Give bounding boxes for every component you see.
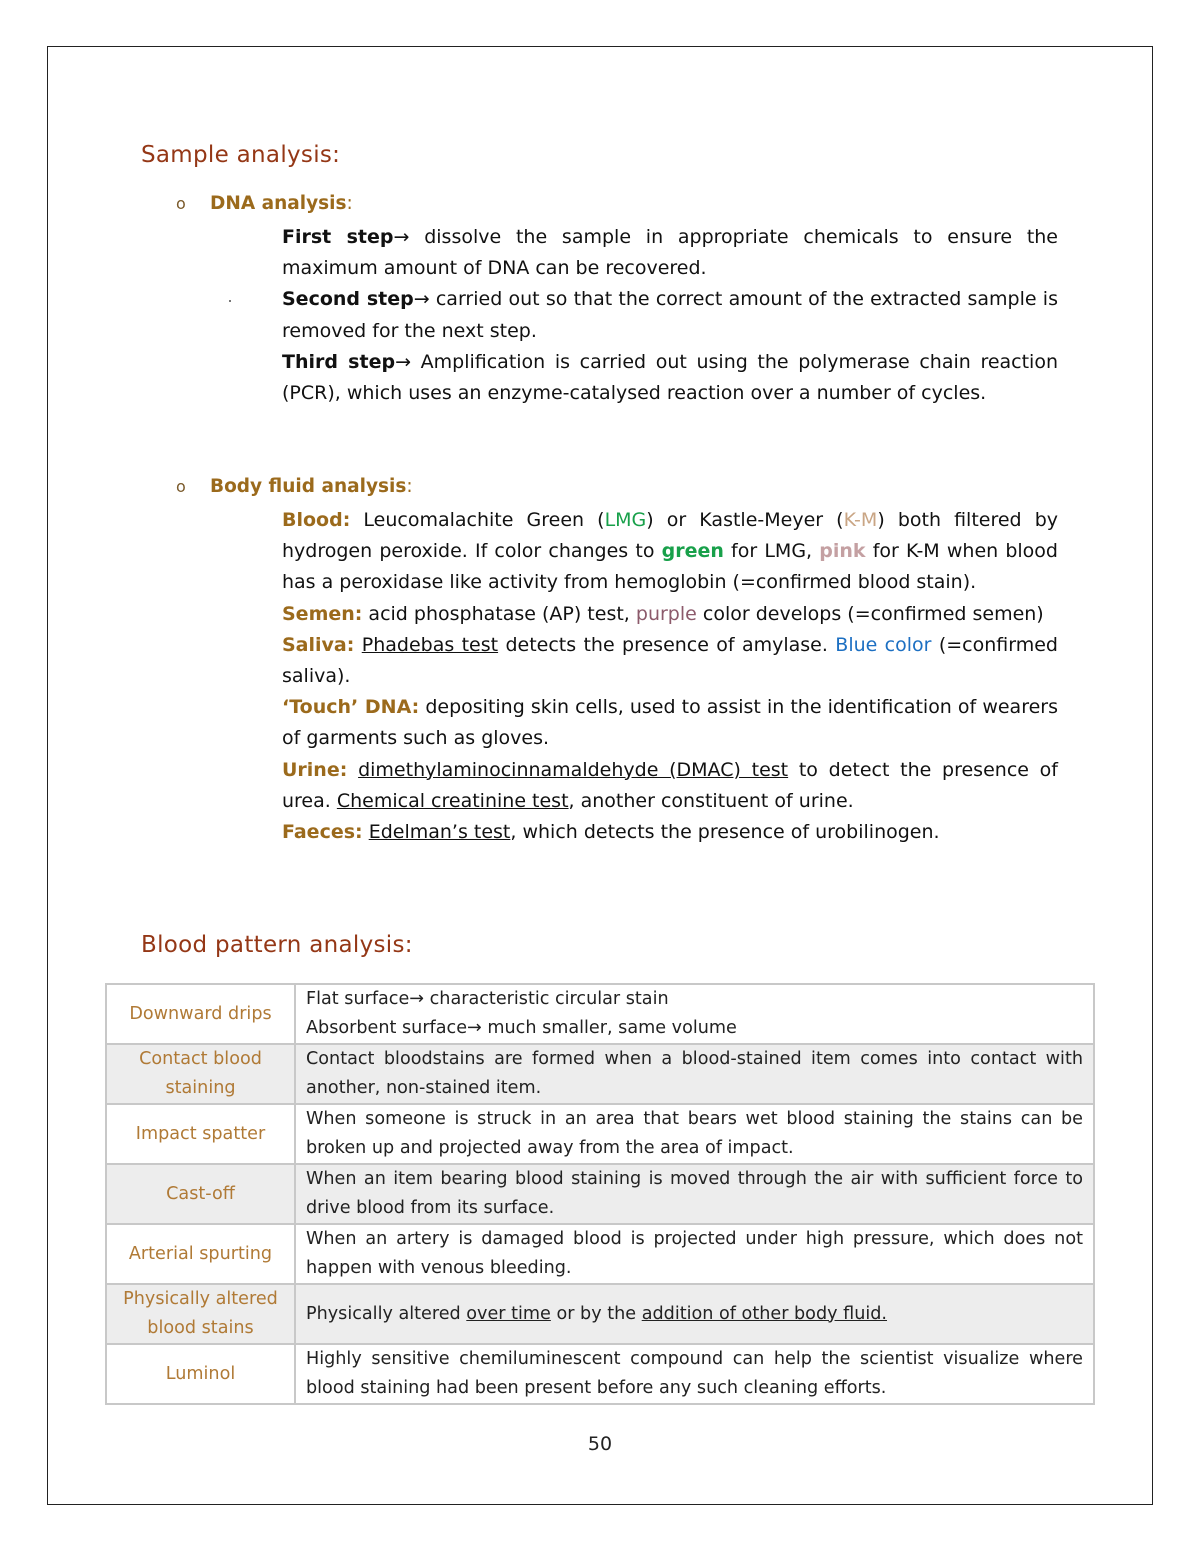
- touch-dna-text: depositing skin cells, used to assist in the identification of wearers of garments such as gloves.: [282, 696, 1058, 750]
- row-key: Contact blood staining: [106, 1044, 295, 1104]
- flat-surface-line: Flat surface→ characteristic circular stain: [306, 989, 669, 1009]
- blood-text-1: Leucomalachite Green (: [350, 509, 605, 531]
- row-value: When an item bearing blood staining is moved through the air with sufficient force to drive blood from its surface.: [295, 1164, 1094, 1224]
- pink-word: pink: [819, 540, 866, 563]
- row-value: Highly sensitive chemiluminescent compound can help the scientist visualize where blood staining had been present before any such cleaning efforts.: [295, 1344, 1094, 1404]
- row-key: Luminol: [106, 1344, 295, 1404]
- page-frame-right: [1152, 46, 1153, 1504]
- semen-item: Semen: acid phosphatase (AP) test, purple color develops (=confirmed semen): [282, 602, 1044, 625]
- second-step-text: carried out so that the correct amount of the extracted sample is removed for the next step.: [282, 288, 1058, 342]
- blood-pattern-heading: Blood pattern analysis:: [141, 932, 413, 958]
- green-word: green: [661, 540, 724, 563]
- saliva-text-2: (=confirmed saliva).: [282, 633, 1058, 688]
- saliva-text-1: detects the presence of amylase.: [498, 633, 836, 656]
- row-key: Downward drips: [106, 984, 295, 1044]
- phadebas-test: Phadebas test: [361, 633, 499, 656]
- page-number: 50: [587, 1433, 613, 1455]
- table-row: [106, 1284, 1094, 1344]
- blood-text-4: for LMG,: [723, 540, 820, 563]
- blue-color-text: Blue color: [835, 633, 932, 656]
- blood-pattern-table: [105, 983, 1095, 1405]
- body-fluid-colon: :: [406, 476, 413, 497]
- altered-text-2: or by the: [550, 1303, 642, 1324]
- lmg-text: LMG: [604, 509, 647, 531]
- absorbent-surface-line: Absorbent surface→ much smaller, same volume: [306, 1018, 737, 1038]
- row-key: Arterial spurting: [106, 1224, 295, 1284]
- urine-text-1: to detect the presence of urea.: [282, 758, 1058, 812]
- row-value: When an artery is damaged blood is projected under high pressure, which does not happen with venous bleeding.: [295, 1224, 1094, 1284]
- semen-text-1: acid phosphatase (AP) test,: [362, 602, 636, 625]
- urine-label: Urine: [282, 758, 340, 781]
- first-step-text: dissolve the sample in appropriate chemicals to ensure the maximum amount of DNA can be recovered.: [282, 226, 1058, 280]
- circle-bullet-icon: o: [176, 194, 186, 213]
- faeces-label: Faeces: [282, 821, 356, 844]
- second-step: [282, 284, 1058, 346]
- circle-bullet-icon: o: [176, 477, 186, 496]
- third-step-text: Amplification is carried out using the polymerase chain reaction (PCR), which uses an enzyme-catalysed reaction over a number of cycles.: [282, 350, 1059, 405]
- page-frame-left: [47, 46, 48, 1504]
- table-row: [106, 1164, 1094, 1224]
- dmac-test: dimethylaminocinnamaldehyde (DMAC) test: [358, 758, 789, 781]
- blood-text-2: ) or Kastle-Meyer (: [646, 509, 844, 531]
- edelman-test: Edelman’s test: [368, 821, 511, 844]
- blood-label: Blood: [282, 509, 343, 531]
- semen-text-2: color develops (=confirmed semen): [696, 602, 1044, 625]
- blood-item: Blood: Leucomalachite Green (LMG) or Kastle-Meyer (K-M) both filtered by hydrogen peroxide. If color changes to green for LMG, pink for K-M when blood has a peroxidase like activity from hemoglobin (=confirmed blood stain).: [282, 509, 1059, 594]
- purple-word: purple: [635, 602, 697, 625]
- page-frame-bottom: [47, 1504, 1153, 1505]
- row-value: Contact bloodstains are formed when a blood-stained item comes into contact with another, non-stained item.: [295, 1044, 1094, 1104]
- blood-text-5: for K-M when blood has a peroxidase like activity from hemoglobin (=confirmed blood stain).: [282, 540, 1058, 594]
- saliva-label: Saliva: [282, 633, 347, 656]
- dna-analysis-bullet: [176, 193, 353, 214]
- creatinine-test: Chemical creatinine test: [336, 789, 569, 812]
- touch-dna-label: ‘Touch’ DNA: [282, 696, 412, 719]
- table-row: [106, 984, 1094, 1044]
- body-fluid-list: [282, 505, 1058, 848]
- blood-text-3: ) both filtered by hydrogen peroxide. If color changes to: [282, 509, 1059, 563]
- urine-text-2: , another constituent of urine.: [568, 789, 854, 812]
- row-key: Impact spatter: [106, 1104, 295, 1164]
- urine-item: Urine: dimethylaminocinnamaldehyde (DMAC) test to detect the presence of urea. Chemical creatinine test, another constituent of urine.: [282, 758, 1058, 812]
- table-row: [106, 1104, 1094, 1164]
- table-row: [106, 1224, 1094, 1284]
- other-body-fluid-text: addition of other body fluid.: [641, 1303, 888, 1324]
- row-key: Physically altered blood stains: [106, 1284, 295, 1344]
- third-step: [282, 347, 1058, 409]
- row-key: Cast-off: [106, 1164, 295, 1224]
- altered-text-1: Physically altered: [306, 1303, 467, 1324]
- faeces-text: , which detects the presence of urobilinogen.: [510, 821, 940, 844]
- saliva-item: Saliva: Phadebas test detects the presence of amylase. Blue color (=confirmed saliva).: [282, 633, 1058, 688]
- arrow-icon: →: [393, 226, 410, 248]
- third-step-label: Third step: [282, 350, 396, 373]
- over-time-text: over time: [466, 1303, 551, 1324]
- table-row: [106, 1044, 1094, 1104]
- km-text: K-M: [843, 509, 878, 531]
- body-fluid-title: Body fluid analysis: [210, 476, 407, 497]
- table-row: [106, 1344, 1094, 1404]
- touch-dna-item: ‘Touch’ DNA: depositing skin cells, used to assist in the identification of wearers of garments such as gloves.: [282, 696, 1058, 750]
- dna-steps: [282, 222, 1058, 409]
- row-value: [295, 1284, 1094, 1344]
- semen-label: Semen: [282, 602, 355, 625]
- dna-analysis-colon: :: [346, 193, 353, 214]
- row-value: [295, 984, 1094, 1044]
- page-frame-top: [47, 46, 1153, 47]
- row-value: When someone is struck in an area that bears wet blood staining the stains can be broken up and projected away from the area of impact.: [295, 1104, 1094, 1164]
- dna-analysis-title: DNA analysis: [210, 193, 347, 214]
- arrow-icon: →: [413, 288, 430, 311]
- faeces-item: Faeces: Edelman’s test, which detects the presence of urobilinogen.: [282, 821, 940, 844]
- first-step: [282, 222, 1058, 284]
- second-step-label: Second step: [282, 288, 414, 311]
- first-step-label: First step: [282, 226, 394, 248]
- sample-analysis-heading: Sample analysis:: [141, 142, 341, 168]
- arrow-icon: →: [395, 350, 411, 373]
- stray-dot: [229, 300, 231, 302]
- body-fluid-bullet: [176, 476, 413, 497]
